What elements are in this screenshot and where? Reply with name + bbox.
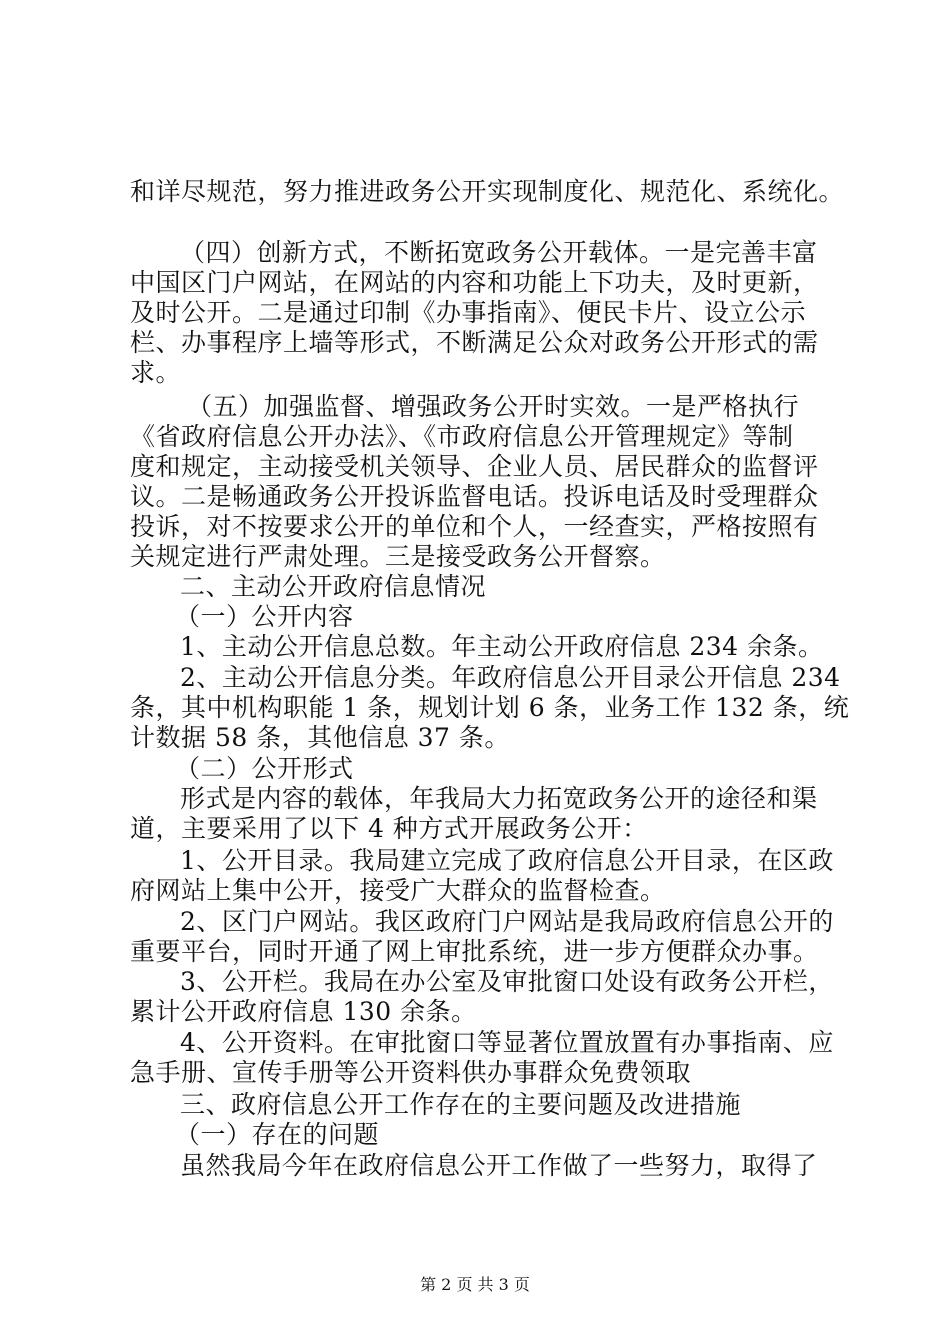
text-line: 1、主动公开信息总数。年主动公开政府信息 234 余条。 [180, 632, 824, 661]
text-line: 《省政府信息公开办法》、《市政府信息公开管理规定》等制 [130, 422, 794, 451]
subsection-heading: （一）存在的问题 [175, 1120, 380, 1149]
text-line: 急手册、宣传手册等公开资料供办事群众免费领取 [130, 1058, 692, 1087]
section-heading: 三、政府信息公开工作存在的主要问题及改进措施 [180, 1090, 742, 1119]
text-line: 栏、办事程序上墙等形式，不断满足公众对政务公开形式的需 [130, 328, 819, 357]
text-line: 关规定进行严肃处理。三是接受政务公开督察。 [130, 542, 666, 571]
text-line: 2、主动公开信息分类。年政府信息公开目录公开信息 234 [180, 663, 841, 692]
text-line: 和详尽规范，努力推进政务公开实现制度化、规范化、系统化。 [130, 177, 845, 206]
text-line: 4、公开资料。在审批窗口等显著位置放置有办事指南、应 [180, 1028, 834, 1057]
text-line: （四）创新方式，不断拓宽政务公开载体。一是完善丰富 [180, 238, 818, 267]
text-line: 议。二是畅通政务公开投诉监督电话。投诉电话及时受理群众 [130, 482, 819, 511]
text-line: 条，其中机构职能 1 条，规划计划 6 条，业务工作 132 条，统 [130, 693, 850, 722]
text-line: 虽然我局今年在政府信息公开工作做了一些努力，取得了 [180, 1151, 818, 1180]
text-line: 2、区门户网站。我区政府门户网站是我局政府信息公开的 [180, 907, 834, 936]
text-line: 形式是内容的载体，年我局大力拓宽政务公开的途径和渠 [180, 784, 818, 813]
text-line: 3、公开栏。我局在办公室及审批窗口处设有政务公开栏， [180, 967, 834, 996]
subsection-heading: （二）公开形式 [175, 754, 354, 783]
text-line: 中国区门户网站，在网站的内容和功能上下功夫，及时更新， [130, 268, 819, 297]
text-line: 计数据 58 条，其他信息 37 条。 [130, 723, 510, 752]
text-line: 重要平台，同时开通了网上审批系统，进一步方便群众办事。 [130, 937, 819, 966]
text-line: 道，主要采用了以下 4 种方式开展政务公开： [130, 814, 648, 843]
subsection-heading: （一）公开内容 [175, 602, 354, 631]
text-line: 度和规定，主动接受机关领导、企业人员、居民群众的监督评 [130, 452, 819, 481]
section-heading: 二、主动公开政府信息情况 [180, 572, 487, 601]
text-line: 及时公开。二是通过印制《办事指南》、便民卡片、设立公示 [130, 298, 807, 327]
page-footer: 第 2 页 共 3 页 [420, 1275, 530, 1294]
text-line: 投诉，对不按要求公开的单位和个人，一经查实，严格按照有 [130, 512, 819, 541]
text-line: 求。 [130, 358, 182, 387]
text-line: （五）加强监督、增强政务公开时实效。一是严格执行 [187, 392, 800, 421]
text-line: 累计公开政府信息 130 余条。 [130, 997, 477, 1026]
text-line: 府网站上集中公开，接受广大群众的监督检查。 [130, 876, 666, 905]
text-line: 1、公开目录。我局建立完成了政府信息公开目录，在区政 [180, 846, 834, 875]
